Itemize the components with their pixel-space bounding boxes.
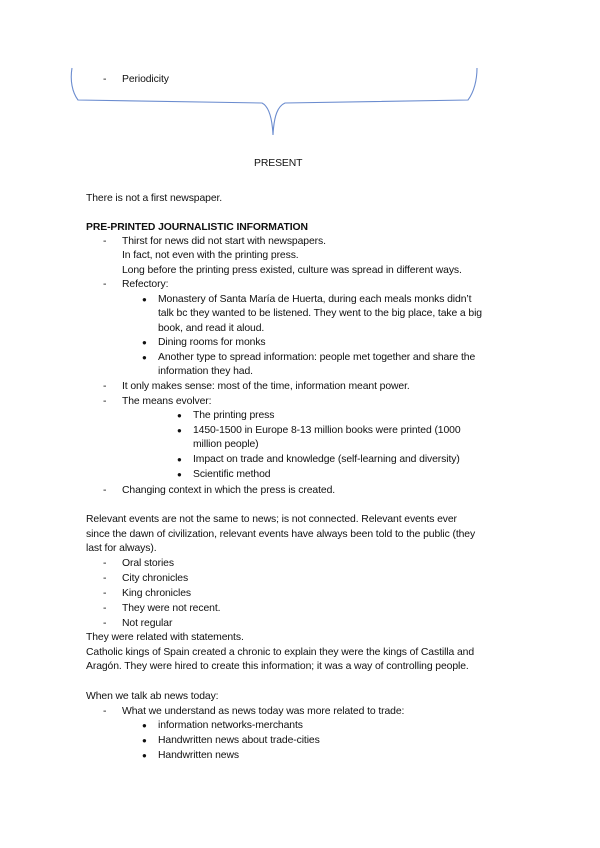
present-label: PRESENT xyxy=(254,158,303,169)
text-catholic-kings: Catholic kings of Spain created a chronic to explain they were the kings of Castilla and xyxy=(86,647,474,658)
bullet-handwritten-news: ● Handwritten news xyxy=(158,749,239,763)
bullet-monastery-cont: book, and read it aloud. xyxy=(158,323,265,334)
bullet-impact-trade: ● Impact on trade and knowledge (self-learning and diversity) xyxy=(193,453,460,467)
paragraph-relevant-events: Relevant events are not the same to news; is not connected. Relevant events ever xyxy=(86,514,457,525)
paragraph-relevant-events-cont: last for always). xyxy=(86,543,157,554)
bullet-info-networks: ● information networks-merchants xyxy=(158,719,303,733)
bullet-books-printed: ● 1450-1500 in Europe 8-13 million books were printed (1000 xyxy=(193,424,461,438)
bullet-dining-rooms: ● Dining rooms for monks xyxy=(158,336,266,350)
text-catholic-kings-cont: Aragón. They were hired to create this information; it was a way of controlling people. xyxy=(86,661,469,672)
list-item-thirst-cont: In fact, not even with the printing press. xyxy=(122,250,299,261)
list-item-trade: - What we understand as news today was more related to trade: xyxy=(122,705,404,719)
intro-text: There is not a first newspaper. xyxy=(86,193,223,204)
list-item-means-evolver: - The means evolver: xyxy=(122,395,211,409)
list-item-changing-context: - Changing context in which the press is created. xyxy=(122,484,335,498)
bullet-handwritten-trade: ● Handwritten news about trade-cities xyxy=(158,734,320,748)
bullet-printing-press: ● The printing press xyxy=(193,409,274,423)
bullet-another-type-cont: information they had. xyxy=(158,366,253,377)
text-news-today: When we talk ab news today: xyxy=(86,691,219,702)
list-item-oral-stories: - Oral stories xyxy=(122,557,174,571)
curly-brace-graphic xyxy=(0,0,600,150)
list-item-periodicity: - Periodicity xyxy=(122,73,169,87)
bullet-books-printed-cont: million people) xyxy=(193,439,259,450)
list-item-thirst: - Thirst for news did not start with newspapers. xyxy=(122,235,326,249)
section-heading-preprinted: PRE-PRINTED JOURNALISTIC INFORMATION xyxy=(86,222,308,233)
list-item-refectory: - Refectory: xyxy=(122,278,168,292)
bullet-monastery-cont: talk bc they wanted to be listened. They went to the big place, take a big xyxy=(158,308,482,319)
list-item-not-recent: - They were not recent. xyxy=(122,602,220,616)
paragraph-relevant-events-cont: since the dawn of civilization, relevant events have always been told to the public (they xyxy=(86,529,476,540)
list-item-thirst-cont: Long before the printing press existed, culture was spread in different ways. xyxy=(122,265,462,276)
list-item-city-chronicles: - City chronicles xyxy=(122,572,188,586)
list-item-king-chronicles: - King chronicles xyxy=(122,587,191,601)
bullet-scientific-method: ● Scientific method xyxy=(193,468,270,482)
text-statements: They were related with statements. xyxy=(86,632,244,643)
list-item-power: - It only makes sense: most of the time, information meant power. xyxy=(122,380,410,394)
list-item-not-regular: - Not regular xyxy=(122,617,172,631)
bullet-monastery: ● Monastery of Santa María de Huerta, during each meals monks didn’t xyxy=(158,293,471,307)
bullet-another-type: ● Another type to spread information: people met together and share the xyxy=(158,351,475,365)
